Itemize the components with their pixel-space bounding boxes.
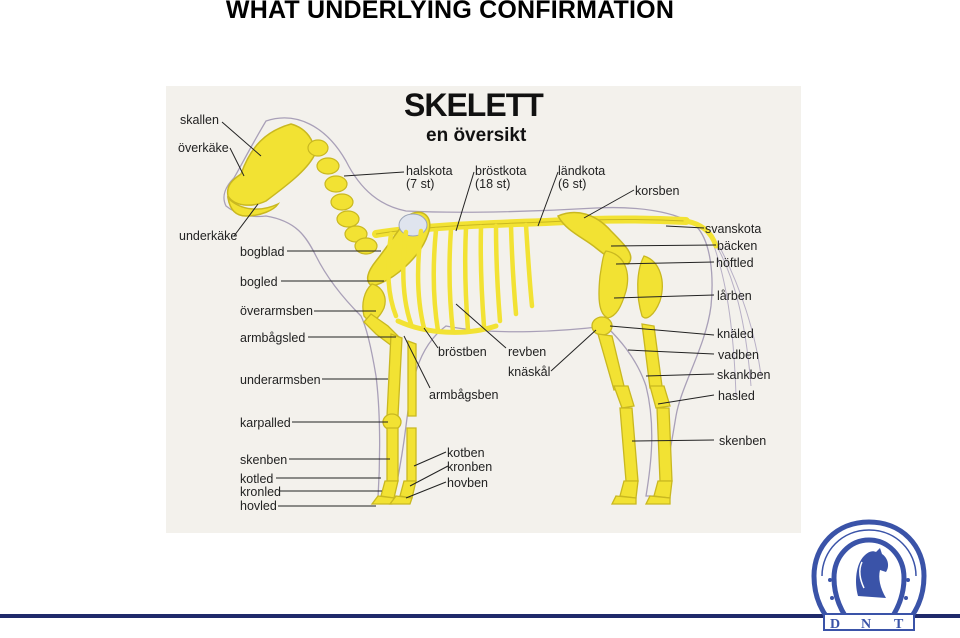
label-landkota: ländkota xyxy=(558,164,606,178)
hind-leg-bones xyxy=(592,251,672,504)
label-skallen: skallen xyxy=(180,113,219,127)
label-vadben: vadben xyxy=(718,348,760,362)
horseshoe-logo-icon xyxy=(806,518,932,633)
label-hoftled: höftled xyxy=(716,256,754,270)
label-halskota: halskota xyxy=(406,164,453,178)
label-underarmsben: underarmsben xyxy=(240,373,321,387)
poster-title: SKELETT xyxy=(404,87,543,123)
label-kotben: kotben xyxy=(447,446,485,460)
label-bogled: bogled xyxy=(240,275,278,289)
label-brostben: bröstben xyxy=(438,345,487,359)
skeleton-poster xyxy=(166,86,801,533)
label-svanskota: svanskota xyxy=(705,222,762,236)
label-kotled: kotled xyxy=(240,472,274,486)
label-kronled: kronled xyxy=(240,485,281,499)
label-knaled: knäled xyxy=(717,327,754,341)
label-overarmsben: överarmsben xyxy=(240,304,313,318)
label-knaskal: knäskål xyxy=(508,365,551,379)
label-kronben: kronben xyxy=(447,460,493,474)
label-hovled: hovled xyxy=(240,499,277,513)
label-skankben: skankben xyxy=(717,368,771,382)
neck-vertebrae xyxy=(308,140,377,254)
label-landkota-count: (6 st) xyxy=(558,177,587,191)
dnt-logo xyxy=(806,518,932,633)
label-halskota-count: (7 st) xyxy=(406,177,435,191)
label-armbagsben: armbågsben xyxy=(429,388,499,402)
label-hasled: hasled xyxy=(718,389,755,403)
label-bogblad: bogblad xyxy=(240,245,285,259)
logo-letter-n: N xyxy=(861,617,872,632)
label-overkake: överkäke xyxy=(178,141,229,155)
label-backen: bäcken xyxy=(717,239,758,253)
label-larben: lårben xyxy=(717,289,752,303)
label-karpalled: karpalled xyxy=(240,416,291,430)
label-brostkota-count: (18 st) xyxy=(475,177,511,191)
label-hovben: hovben xyxy=(447,476,489,490)
label-underkake: underkäke xyxy=(179,229,238,243)
slide-title: WHAT UNDERLYING CONFIRMATION xyxy=(225,0,675,24)
label-revben: revben xyxy=(508,345,547,359)
poster-subtitle: en översikt xyxy=(426,125,527,146)
label-skenben-hind: skenben xyxy=(719,434,767,448)
skull-bone xyxy=(228,124,315,205)
logo-letter-t: T xyxy=(894,617,904,632)
label-armbagsled: armbågsled xyxy=(240,331,306,345)
label-skenben-front: skenben xyxy=(240,453,288,467)
label-brostkota: bröstkota xyxy=(475,164,527,178)
logo-letter-d: D xyxy=(830,617,841,632)
label-korsben: korsben xyxy=(635,184,680,198)
